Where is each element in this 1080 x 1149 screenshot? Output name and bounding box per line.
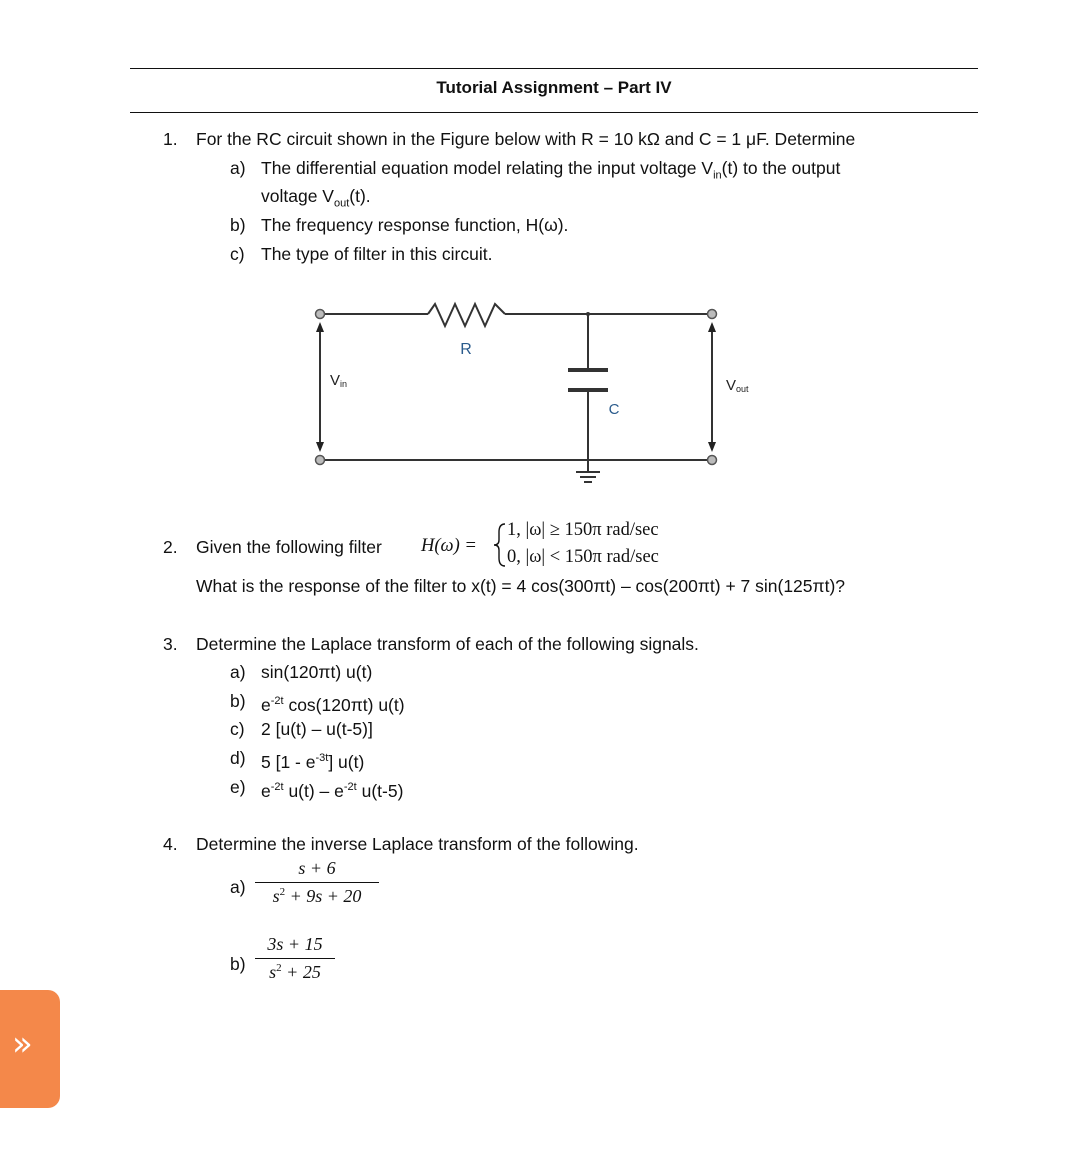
q3-e-label: e) xyxy=(230,777,246,797)
q3-a-text: sin(120πt) u(t) xyxy=(261,662,373,682)
q3-b-sup: -2t xyxy=(270,695,284,707)
q3-d-post: ] u(t) xyxy=(328,751,365,772)
q2-question: What is the response of the filter to x(t) = 4 cos(300πt) – cos(200πt) + 7 sin(125πt)? xyxy=(196,576,846,596)
q4-a-den-sup: 2 xyxy=(279,886,286,898)
q1-a-text-mid: (t) to the output xyxy=(721,158,841,178)
q2-text: Given the following filter xyxy=(196,537,382,557)
q4-a-fraction xyxy=(255,858,379,907)
q1-a-text xyxy=(261,157,840,187)
q2-case-1: 1, |ω| ≥ 150π rad/sec xyxy=(507,520,659,540)
q3-d-label: d) xyxy=(230,748,246,768)
vout-label xyxy=(726,377,749,394)
q4-b-den-post: + 25 xyxy=(281,962,321,982)
q3-c-text: 2 [u(t) – u(t-5)] xyxy=(261,719,373,739)
junction-dot xyxy=(586,312,590,316)
q4-number: 4. xyxy=(163,834,178,854)
q4-b-fraction xyxy=(255,934,335,983)
q4-a-den-post: + 9s + 20 xyxy=(285,886,362,906)
q3-b-pre: e xyxy=(261,694,271,715)
header-top-rule xyxy=(130,68,978,69)
q2-case-2: 0, |ω| < 150π rad/sec xyxy=(507,547,659,567)
q4-a-label: a) xyxy=(230,877,246,897)
resistor-label: R xyxy=(460,341,472,358)
rc-circuit-diagram xyxy=(300,290,780,500)
terminal-in-top xyxy=(316,310,325,319)
resistor-symbol xyxy=(428,304,505,326)
q4-a-fraction-bar xyxy=(255,882,379,883)
q1-b-label: b) xyxy=(230,215,246,235)
q3-c-label: c) xyxy=(230,719,245,739)
page-title: Tutorial Assignment – Part IV xyxy=(436,78,672,97)
vout-label-main: V xyxy=(726,377,737,394)
q2-piecewise-brace xyxy=(493,522,507,568)
q1-a-sub-in: in xyxy=(713,169,722,182)
q3-e-text xyxy=(261,776,403,802)
q4-b-den-sup: 2 xyxy=(276,962,282,974)
terminal-in-bottom xyxy=(316,456,325,465)
q3-text: Determine the Laplace transform of each of the following signals. xyxy=(196,634,699,654)
q3-d-text xyxy=(261,747,364,773)
q2-h-lhs: H(ω) = xyxy=(421,536,477,556)
q3-e-sup-1: -2t xyxy=(270,781,284,793)
q3-b-label: b) xyxy=(230,691,246,711)
q1-number: 1. xyxy=(163,129,178,149)
q3-a-label: a) xyxy=(230,662,246,682)
q1-a-sub-out: out xyxy=(333,197,350,210)
q1-a-text-line2 xyxy=(261,185,371,215)
q1-c-label: c) xyxy=(230,244,245,264)
q4-b-numerator: 3s + 15 xyxy=(267,934,323,954)
vin-label-main: V xyxy=(330,372,341,389)
q4-b-denominator xyxy=(255,962,335,983)
q4-b-fraction-bar xyxy=(255,958,335,959)
q1-a-line2-pre: voltage V xyxy=(261,186,334,206)
q1-a-label: a) xyxy=(230,158,246,178)
vin-arrowhead-up xyxy=(316,322,324,332)
q3-e-post: u(t-5) xyxy=(356,780,404,801)
vin-label xyxy=(330,372,347,389)
q4-a-den-pre: s xyxy=(272,886,280,906)
q4-a-numerator: s + 6 xyxy=(298,858,336,878)
vin-label-sub: in xyxy=(340,379,348,389)
capacitor-label: C xyxy=(608,401,620,418)
q3-b-text xyxy=(261,690,405,716)
vin-arrowhead-down xyxy=(316,442,324,452)
q4-b-den-pre: s xyxy=(269,962,277,982)
terminal-out-bottom xyxy=(708,456,717,465)
q1-a-text-pre: The differential equation model relating the input voltage V xyxy=(261,158,714,178)
vout-label-sub: out xyxy=(736,384,749,394)
q3-e-sup-2: -2t xyxy=(343,781,357,793)
double-chevron-right-icon: » xyxy=(12,1024,33,1064)
q3-e-mid: u(t) – e xyxy=(283,780,344,801)
q3-number: 3. xyxy=(163,634,178,654)
q1-c-text: The type of filter in this circuit. xyxy=(261,244,493,264)
q3-d-sup: -3t xyxy=(315,752,329,764)
header-bottom-rule xyxy=(130,112,978,113)
sidebar-expand-button[interactable] xyxy=(0,990,60,1108)
q3-e-pre: e xyxy=(261,780,271,801)
q1-b-text: The frequency response function, H(ω). xyxy=(261,215,569,235)
q1-text: For the RC circuit shown in the Figure below with R = 10 kΩ and C = 1 μF. Determine xyxy=(196,129,856,149)
q4-a-denominator xyxy=(255,886,379,907)
q2-number: 2. xyxy=(163,537,178,557)
vout-arrowhead-up xyxy=(708,322,716,332)
q4-text: Determine the inverse Laplace transform of the following. xyxy=(196,834,639,854)
q3-d-pre: 5 [1 - e xyxy=(261,751,316,772)
vout-arrowhead-down xyxy=(708,442,716,452)
q4-b-label: b) xyxy=(230,954,246,974)
q1-a-line2-post: (t). xyxy=(349,186,371,206)
q3-b-post: cos(120πt) u(t) xyxy=(283,694,405,715)
terminal-out-top xyxy=(708,310,717,319)
